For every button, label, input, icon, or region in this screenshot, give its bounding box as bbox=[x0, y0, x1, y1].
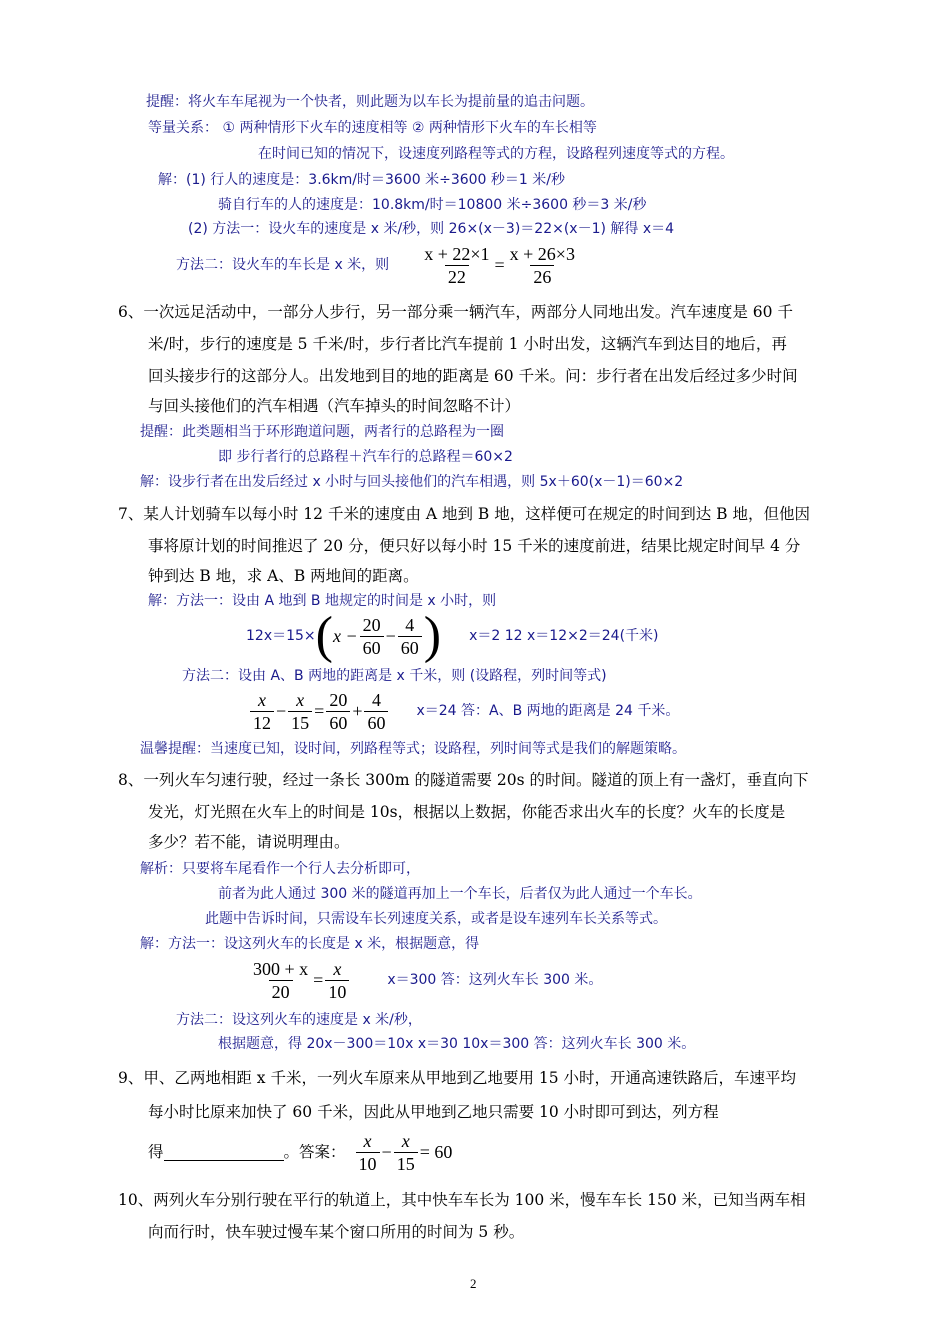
q8-solution-1: 解：方法一：设这列火车的长度是 x 米，根据题意，得 bbox=[140, 936, 480, 952]
q8-solution-3: 根据题意，得 20x－300＝10x x＝30 10x＝300 答：这列火车长 300 米。 bbox=[218, 1036, 696, 1052]
solution-line-3: (2) 方法一：设火车的速度是 x 米/秒，则 26×(x－3)＝22×(x－1) 解得 x＝4 bbox=[188, 221, 675, 237]
fraction-numerator: x + 26×3 bbox=[509, 243, 575, 264]
fraction bbox=[250, 958, 311, 1003]
page-number: 2 bbox=[470, 1276, 477, 1291]
fraction-numerator: 4 bbox=[371, 689, 381, 710]
q8-solution-2: 方法二：设这列火车的速度是 x 米/秒， bbox=[176, 1012, 422, 1028]
q6-hint-2: 即 步行者行的总路程＋汽车行的总路程＝60×2 bbox=[218, 449, 513, 465]
q8-line-2: 发光，灯光照在火车上的时间是 10s，根据以上数据，你能否求出火车的长度？火车的长度是 bbox=[148, 803, 786, 821]
fraction-denominator: 15 bbox=[394, 1152, 418, 1175]
q7-line-1: 7、某人计划骑车以每小时 12 千米的速度由 A 地到 B 地，这样便可在规定的时间到达 B 地，但他因 bbox=[118, 505, 810, 523]
method-two-line bbox=[176, 242, 580, 288]
right-paren: ) bbox=[423, 607, 442, 664]
fraction-numerator: 4 bbox=[405, 614, 415, 635]
left-paren: ( bbox=[315, 607, 333, 664]
equation-result: x＝2 12 x＝12×2＝24(千米) bbox=[469, 628, 659, 644]
fraction-denominator: 60 bbox=[326, 711, 350, 734]
q10-line-2: 向而行时，快车驶过慢车某个窗口所用的时间为 5 秒。 bbox=[148, 1223, 525, 1241]
fraction-denominator: 15 bbox=[288, 711, 312, 734]
answer-blank bbox=[164, 1144, 284, 1161]
equal-relation-line: 等量关系： ① 两种情形下火车的速度相等 ② 两种情形下火车的车长相等 bbox=[148, 120, 597, 136]
q9-line-1: 9、甲、乙两地相距 x 千米，一列火车原来从甲地到乙地要用 15 小时，开通高速铁路后，车速平均 bbox=[118, 1069, 797, 1087]
minus-sign: − bbox=[385, 626, 396, 646]
fraction bbox=[288, 689, 312, 734]
minus-sign: − bbox=[381, 1142, 392, 1162]
fraction bbox=[364, 689, 388, 734]
fraction-denominator: 60 bbox=[360, 636, 384, 659]
answer-prefix: 得 bbox=[148, 1143, 164, 1161]
minus-sign: − bbox=[276, 701, 287, 721]
equals-sign: = bbox=[494, 255, 505, 275]
q6-line-2: 米/时，步行的速度是 5 千米/时，步行者比汽车提前 1 小时出发，这辆汽车到达目的地后，再 bbox=[148, 335, 787, 353]
q7-solution-1: 解：方法一：设由 A 地到 B 地规定的时间是 x 小时，则 bbox=[148, 593, 497, 609]
q8-analysis-3: 此题中告诉时间，只需设车长列速度关系，或者是设车速列车长关系等式。 bbox=[205, 911, 667, 927]
q9-line-3 bbox=[148, 1128, 452, 1176]
fraction-numerator: x bbox=[363, 1130, 372, 1151]
fraction-denominator: 10 bbox=[325, 980, 349, 1003]
strategy-line: 在时间已知的情况下，设速度列路程等式的方程，设路程列速度等式的方程。 bbox=[258, 146, 734, 162]
q6-hint-1: 提醒：此类题相当于环形跑道问题，两者行的总路程为一圈 bbox=[140, 424, 504, 440]
q6-line-3: 回头接步行的这部分人。出发地到目的地的距离是 60 千米。问：步行者在出发后经过多少时间 bbox=[148, 367, 798, 385]
fraction-right bbox=[507, 243, 578, 288]
answer-label: 。答案： bbox=[283, 1143, 346, 1161]
q8-line-1: 8、一列火车匀速行驶，经过一条长 300m 的隧道需要 20s 的时间。隧道的顶上有一盏灯，垂直向下 bbox=[118, 771, 809, 789]
fraction bbox=[398, 614, 422, 659]
q7-equation-1 bbox=[246, 608, 659, 664]
q9-line-2: 每小时比原来加快了 60 千米，因此从甲地到乙地只需要 10 小时即可到达，列方程 bbox=[148, 1103, 719, 1121]
q6-line-4: 与回头接他们的汽车相遇（汽车掉头的时间忽略不计） bbox=[148, 397, 521, 415]
equals-sign: = bbox=[314, 701, 325, 721]
equation-rhs: = 60 bbox=[419, 1142, 453, 1162]
solution-line-2: 骑自行车的人的速度是：10.8km/时＝10800 米÷3600 秒＝3 米/秒 bbox=[218, 197, 647, 213]
fraction-numerator: x bbox=[258, 689, 266, 710]
q6-line-1: 6、一次远足活动中，一部分人步行，另一部分乘一辆汽车，两部分人同地出发。汽车速度是 60 千 bbox=[118, 303, 793, 321]
q8-analysis-1: 解析：只要将车尾看作一个行人去分析即可， bbox=[140, 861, 420, 877]
fraction bbox=[394, 1130, 418, 1175]
method-two-text: 方法二：设火车的车长是 x 米，则 bbox=[176, 257, 390, 273]
fraction-numerator: 20 bbox=[362, 614, 381, 635]
fraction bbox=[325, 958, 349, 1003]
q8-analysis-2: 前者为此人通过 300 米的隧道再加上一个车长，后者仅为此人通过一个车长。 bbox=[218, 886, 702, 902]
q8-equation bbox=[248, 955, 602, 1005]
equation-result: x＝300 答：这列火车长 300 米。 bbox=[387, 972, 603, 988]
fraction-denominator: 20 bbox=[269, 980, 293, 1003]
fraction-denominator: 12 bbox=[250, 711, 274, 734]
q6-solution: 解：设步行者在出发后经过 x 小时与回头接他们的汽车相遇，则 5x＋60(x－1)＝60×2 bbox=[140, 474, 684, 490]
fraction-numerator: 20 bbox=[329, 689, 348, 710]
q7-equation-2 bbox=[248, 686, 679, 736]
fraction-numerator: x bbox=[333, 958, 342, 979]
equation-prefix: 12x＝15× bbox=[246, 628, 316, 644]
fraction-numerator: x + 22×1 bbox=[424, 243, 490, 264]
solution-line-1: 解：(1) 行人的速度是：3.6km/时＝3600 米÷3600 秒＝1 米/秒 bbox=[158, 172, 565, 188]
fraction-numerator: 300 + x bbox=[253, 958, 309, 979]
fraction-denominator: 22 bbox=[445, 265, 469, 288]
hint-line: 提醒：将火车车尾视为一个快者，则此题为以车长为提前量的追击问题。 bbox=[146, 94, 594, 110]
equation-result: x＝24 答：A、B 两地的距离是 24 千米。 bbox=[416, 703, 680, 719]
q10-line-1: 10、两列火车分别行驶在平行的轨道上，其中快车车长为 100 米，慢车车长 150 米，已知当两车相 bbox=[118, 1191, 806, 1209]
fraction-denominator: 60 bbox=[364, 711, 388, 734]
fraction-numerator: x bbox=[401, 1130, 410, 1151]
fraction-numerator: x bbox=[296, 689, 305, 710]
fraction bbox=[356, 1130, 380, 1175]
fraction bbox=[326, 689, 350, 734]
q7-solution-2: 方法二：设由 A、B 两地的距离是 x 千米，则 (设路程，列时间等式) bbox=[182, 668, 607, 684]
fraction bbox=[360, 614, 384, 659]
equation-term: x − bbox=[332, 626, 358, 646]
q7-tip: 温馨提醒：当速度已知，设时间，列路程等式；设路程，列时间等式是我们的解题策略。 bbox=[140, 741, 686, 757]
q8-line-3: 多少？若不能，请说明理由。 bbox=[148, 833, 350, 851]
q7-line-2: 事将原计划的时间推迟了 20 分，便只好以每小时 15 千米的速度前进，结果比规定时间早 4 分 bbox=[148, 537, 801, 555]
equals-sign: = bbox=[313, 970, 324, 990]
fraction bbox=[250, 689, 274, 734]
plus-sign: + bbox=[352, 701, 363, 721]
fraction-left bbox=[421, 243, 492, 288]
q7-line-3: 钟到达 B 地，求 A、B 两地间的距离。 bbox=[148, 567, 419, 585]
fraction-denominator: 10 bbox=[356, 1152, 380, 1175]
fraction-denominator: 26 bbox=[530, 265, 554, 288]
fraction-denominator: 60 bbox=[398, 636, 422, 659]
